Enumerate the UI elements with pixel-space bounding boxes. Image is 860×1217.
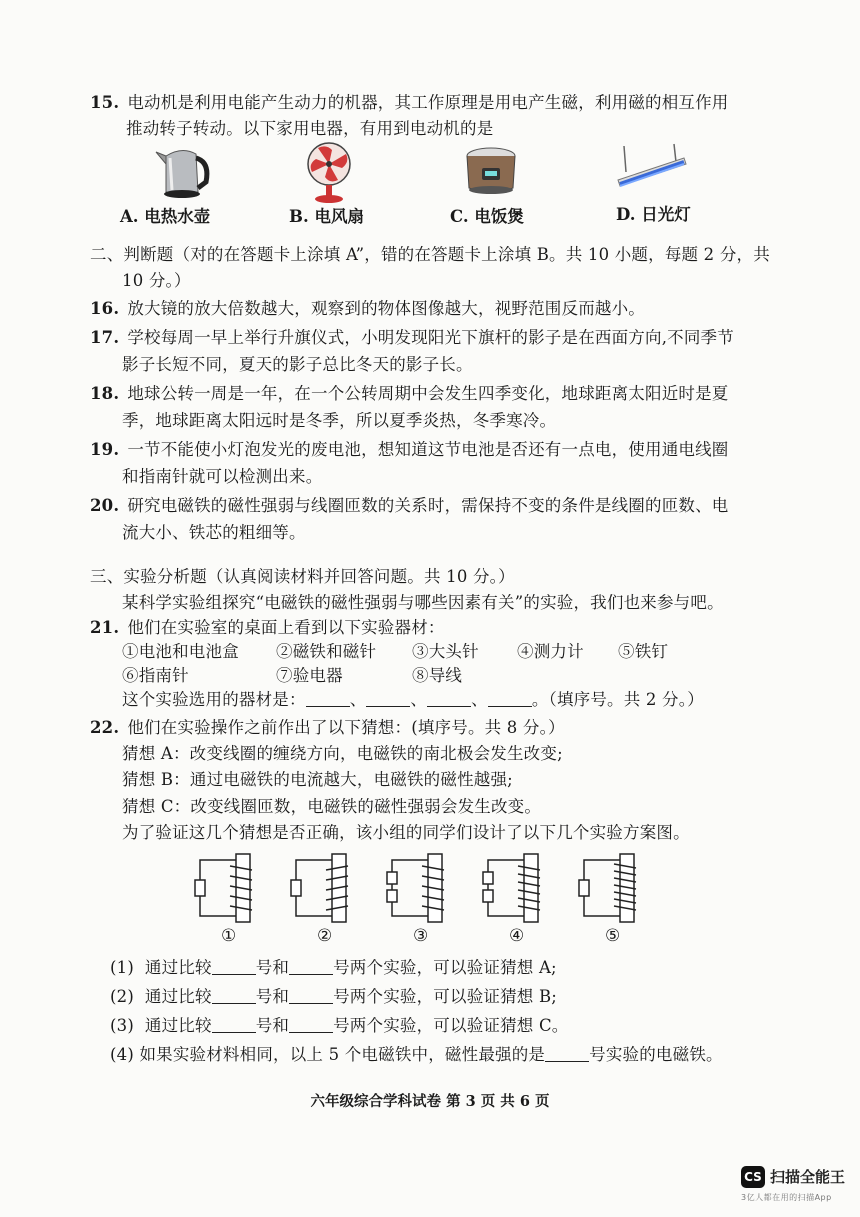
q22-sub2: (2) 通过比较 号和 号两个实验，可以验证猜想 B;: [110, 987, 558, 1006]
q15-line1: 15. 电动机是利用电能产生动力的机器，其工作原理是用电产生磁，利用磁的相互作用: [90, 93, 729, 112]
q21-answer-blank-4[interactable]: [488, 690, 532, 707]
q22-sub2-blank-1[interactable]: [212, 987, 256, 1004]
q15-option-c: C. 电饭煲: [450, 207, 524, 226]
diagram-label-3: ③: [413, 926, 429, 946]
rice-cooker-icon: [462, 144, 520, 198]
q21-answer-blank-1[interactable]: [306, 690, 350, 707]
section3-intro: 某科学实验组探究“电磁铁的磁性强弱与哪些因素有关”的实验，我们也来参与吧。: [122, 593, 724, 612]
q22-line1: 22. 他们在实验操作之前作出了以下猜想：(填序号。共 8 分。）: [90, 718, 565, 737]
q22-sub1: (1) 通过比较 号和 号两个实验，可以验证猜想 A;: [110, 958, 557, 977]
q21-answer-blank-2[interactable]: [366, 690, 410, 707]
q21-answer-blank-3[interactable]: [427, 690, 471, 707]
q22-sub4-blank[interactable]: [545, 1045, 589, 1062]
q21-answer-line: 这个实验选用的器材是： 、 、 、 。（填序号。共 2 分。）: [122, 690, 704, 709]
q17-line1: 17. 学校每周一早上举行升旗仪式，小明发现阳光下旗杆的影子是在西面方向,不同季节: [90, 328, 734, 347]
q15-line2: 推动转子转动。以下家用电器，有用到电动机的是: [126, 119, 494, 138]
q16: 16. 放大镜的放大倍数越大，观察到的物体图像越大，视野范围反而越小。: [90, 299, 646, 318]
diagram-label-5: ⑤: [605, 926, 621, 946]
q22-sub4: (4) 如果实验材料相同，以上 5 个电磁铁中，磁性最强的是 号实验的电磁铁。: [110, 1045, 723, 1064]
electromagnet-diagram-5: [579, 854, 636, 922]
q15-option-b: B. 电风扇: [289, 207, 364, 226]
q22-sub1-blank-2[interactable]: [289, 958, 333, 975]
q19-line2: 和指南针就可以检测出来。: [122, 467, 323, 486]
diagram-label-4: ④: [509, 926, 525, 946]
q17-line2: 影子长短不同，夏天的影子总比冬天的影子长。: [122, 355, 473, 374]
q22-guess-a: 猜想 A：改变线圈的缠绕方向，电磁铁的南北极会发生改变;: [122, 744, 563, 763]
q22-sub2-blank-2[interactable]: [289, 987, 333, 1004]
electromagnet-diagrams: [190, 852, 660, 927]
electromagnet-diagram-1: [195, 854, 252, 922]
q22-sub3: (3) 通过比较 号和 号两个实验，可以验证猜想 C。: [110, 1016, 569, 1035]
q18-line1: 18. 地球公转一周是一年，在一个公转周期中会发生四季变化，地球距离太阳近时是夏: [90, 384, 729, 403]
q22-sub3-blank-2[interactable]: [289, 1016, 333, 1033]
fluorescent-lamp-icon: [612, 142, 690, 196]
electric-kettle-icon: [152, 142, 212, 202]
q22-guess-c: 猜想 C：改变线圈匝数，电磁铁的磁性强弱会发生改变。: [122, 797, 542, 816]
section3-heading: 三、实验分析题（认真阅读材料并回答问题。共 10 分。）: [90, 567, 515, 586]
camscanner-name: 扫描全能王: [770, 1168, 846, 1186]
q21-line1: 21. 他们在实验室的桌面上看到以下实验器材：: [90, 618, 445, 637]
q22-sub3-blank-1[interactable]: [212, 1016, 256, 1033]
q22-sub1-blank-1[interactable]: [212, 958, 256, 975]
q15-option-a: A. 电热水壶: [120, 207, 211, 226]
page-footer: 六年级综合学科试卷 第 3 页 共 6 页: [310, 1093, 550, 1110]
electromagnet-diagram-2: [291, 854, 348, 922]
q20-line2: 流大小、铁芯的粗细等。: [122, 523, 306, 542]
diagram-label-1: ①: [221, 926, 237, 946]
electric-fan-icon: [300, 140, 358, 204]
q22-guess-b: 猜想 B：通过电磁铁的电流越大，电磁铁的磁性越强;: [122, 770, 513, 789]
electromagnet-diagram-3: [387, 854, 444, 922]
q18-line2: 季，地球距离太阳远时是冬季，所以夏季炎热，冬季寒冷。: [122, 411, 557, 430]
q19-line1: 19. 一节不能使小灯泡发光的废电池，想知道这节电池是否还有一点电，使用通电线圈: [90, 440, 729, 459]
camscanner-logo-icon: CS: [741, 1166, 765, 1188]
diagram-label-2: ②: [317, 926, 333, 946]
q15-option-d: D. 日光灯: [616, 205, 691, 224]
q20-line1: 20. 研究电磁铁的磁性强弱与线圈匝数的关系时，需保持不变的条件是线圈的匝数、电: [90, 496, 729, 515]
electromagnet-diagram-4: [483, 854, 540, 922]
camscanner-tagline: 3亿人都在用的扫描App: [741, 1193, 832, 1202]
exam-page: 15. 电动机是利用电能产生动力的机器，其工作原理是用电产生磁，利用磁的相互作用 推动转子转动。以下家用电器，有用到电动机的是 A. 电热水壶 B. 电风扇 C. 电饭煲 D. 日光灯 二、判断题（对的在答题卡上涂填 A”，错的在答题卡上涂填 B。共 10 小题，每题 2 分，共 10 分。） 16. 放大镜的放大倍数越大，观察到的物体图像越大，视野范围反而越小。 17. 学校每周一早上举行升旗仪式，小明发现阳光下旗杆的影子是在西面方向,不同季节 影子长短不同，夏天的影子总比冬天的影子长。 18. 地球公转一周是一年，在一个公转周期中会发生四季变化，地球距离太阳近时是夏 季，地球距离太阳远时是冬季，所以夏季炎热，冬季寒冷。 19. 一节不能使小灯泡发光的废电池，想知道这节电池是否还有一点电，使用通电线圈 和指南针就可以检测出来。 20. 研究电磁铁的磁性强弱与线圈匝数的关系时，需保持不变的条件是线圈的匝数、电 流大小、铁芯的粗细等。 三、实验分析题（认真阅读材料并回答问题。共 10 分。） 某科学实验组探究“电磁铁的磁性强弱与哪些因素有关”的实验，我们也来参与吧。 21. 他们在实验室的桌面上看到以下实验器材： ①电池和电池盒 ②磁铁和磁针 ③大头针 ④测力计 ⑤铁钉 ⑥指南针 ⑦验电器 ⑧导线 这个实验选用的器材是： 、 、 、 。（填序号。共 2 分。） 22. 他们在实验操作之前作出了以下猜想：(填序号。共 8 分。） 猜想 A：改变线圈的缠绕方向，电磁铁的南北极会发生改变; 猜想 B：通过电磁铁的电流越大，电磁铁的磁性越强; 猜想 C：改变线圈匝数，电磁铁的磁性强弱会发生改变。 为了验证这几个猜想是否正确，该小组的同学们设计了以下几个实验方案图。 ① ② ③ ④ ⑤ (1) 通过比较 号和 号两个实验，可以验证猜想 A; (2) 通过比较 号和 号两个实验，可以验证猜想 B; (3) 通过比较 号和 号两个实验，可以验证猜想 C。 (4) 如果实验材料相同，以上 5 个电磁铁中，磁性最强的是 号实验的电磁铁。 六年级综合学科试卷 第 3 页 共 6 页 CS 扫描全能王 3亿人都在用的扫描App: [0, 0, 860, 1217]
section2-heading-line2: 10 分。）: [122, 271, 191, 290]
q22-line5: 为了验证这几个猜想是否正确，该小组的同学们设计了以下几个实验方案图。: [122, 823, 690, 842]
section2-heading-line1: 二、判断题（对的在答题卡上涂填 A”，错的在答题卡上涂填 B。共 10 小题，每题 2 分，共: [90, 245, 770, 264]
